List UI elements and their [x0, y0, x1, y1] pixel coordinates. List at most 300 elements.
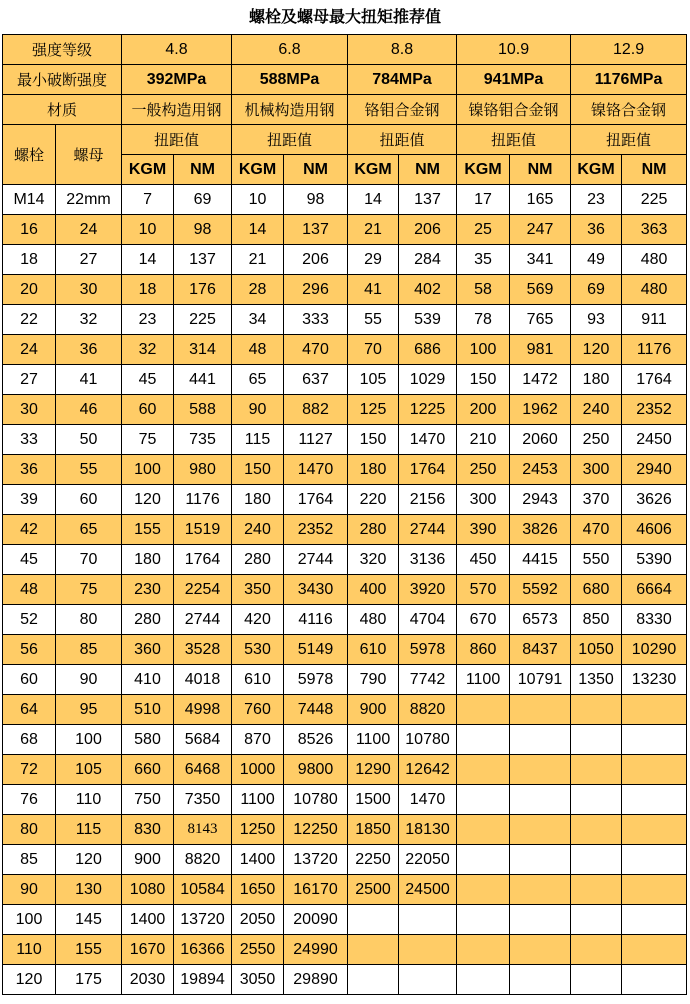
- table-cell: 2050: [232, 905, 284, 935]
- table-cell: [571, 725, 622, 755]
- table-cell: 105: [56, 755, 122, 785]
- material-label: 材质: [3, 95, 122, 125]
- table-cell: 30: [3, 395, 56, 425]
- table-cell: 580: [122, 725, 174, 755]
- table-cell: 588: [174, 395, 232, 425]
- table-cell: 10: [122, 215, 174, 245]
- table-cell: 341: [510, 245, 571, 275]
- table-cell: 5978: [284, 665, 348, 695]
- table-cell: 55: [56, 455, 122, 485]
- table-cell: 36: [3, 455, 56, 485]
- torque-label: 扭距值: [571, 125, 687, 155]
- table-cell: 90: [232, 395, 284, 425]
- table-cell: 6468: [174, 755, 232, 785]
- table-cell: 240: [232, 515, 284, 545]
- table-cell: 1850: [348, 815, 399, 845]
- table-cell: 220: [348, 485, 399, 515]
- table-cell: 137: [284, 215, 348, 245]
- table-cell: 2940: [622, 455, 687, 485]
- table-cell: 18: [122, 275, 174, 305]
- table-cell: 4704: [399, 605, 457, 635]
- table-cell: 98: [284, 185, 348, 215]
- table-cell: 900: [122, 845, 174, 875]
- table-row: [3, 635, 687, 665]
- table-cell: 100: [457, 335, 510, 365]
- table-cell: 1670: [122, 935, 174, 965]
- table-cell: 120: [122, 485, 174, 515]
- table-cell: 441: [174, 365, 232, 395]
- table-cell: [510, 905, 571, 935]
- unit-nm: NM: [399, 155, 457, 185]
- table-cell: 570: [457, 575, 510, 605]
- table-cell: 10290: [622, 635, 687, 665]
- table-cell: 80: [3, 815, 56, 845]
- table-cell: 75: [56, 575, 122, 605]
- table-cell: 10791: [510, 665, 571, 695]
- table-cell: 2450: [622, 425, 687, 455]
- table-cell: 8526: [284, 725, 348, 755]
- table-cell: 1176: [174, 485, 232, 515]
- table-cell: 72: [3, 755, 56, 785]
- table-cell: 42: [3, 515, 56, 545]
- table-cell: 870: [232, 725, 284, 755]
- table-cell: [457, 935, 510, 965]
- strength-cell: 588MPa: [232, 65, 348, 95]
- table-cell: 2352: [622, 395, 687, 425]
- table-cell: 10780: [399, 725, 457, 755]
- table-cell: 911: [622, 305, 687, 335]
- table-cell: 16: [3, 215, 56, 245]
- table-cell: 550: [571, 545, 622, 575]
- table-cell: 3528: [174, 635, 232, 665]
- table-cell: 85: [56, 635, 122, 665]
- table-cell: 21: [348, 215, 399, 245]
- table-cell: [510, 695, 571, 725]
- table-cell: [457, 845, 510, 875]
- table-row: [3, 935, 687, 965]
- table-cell: 14: [122, 245, 174, 275]
- table-cell: [622, 935, 687, 965]
- table-cell: 145: [56, 905, 122, 935]
- table-cell: 21: [232, 245, 284, 275]
- table-row: [3, 605, 687, 635]
- table-cell: 400: [348, 575, 399, 605]
- strength-label: 最小破断强度: [3, 65, 122, 95]
- table-cell: [622, 815, 687, 845]
- table-cell: 93: [571, 305, 622, 335]
- table-cell: 230: [122, 575, 174, 605]
- grade-cell: 12.9: [571, 35, 687, 65]
- material-cell: 镍铬钼合金钢: [457, 95, 571, 125]
- table-cell: 247: [510, 215, 571, 245]
- table-cell: 7448: [284, 695, 348, 725]
- table-cell: 2744: [284, 545, 348, 575]
- table-cell: 49: [571, 245, 622, 275]
- table-cell: M14: [3, 185, 56, 215]
- table-cell: 36: [571, 215, 622, 245]
- table-cell: 2156: [399, 485, 457, 515]
- table-cell: 390: [457, 515, 510, 545]
- table-cell: [571, 875, 622, 905]
- table-cell: 981: [510, 335, 571, 365]
- table-cell: [622, 905, 687, 935]
- table-cell: 1100: [232, 785, 284, 815]
- unit-kgm: KGM: [571, 155, 622, 185]
- table-row: [3, 725, 687, 755]
- table-cell: 2060: [510, 425, 571, 455]
- table-row: [3, 515, 687, 545]
- unit-kgm: KGM: [232, 155, 284, 185]
- table-cell: 1250: [232, 815, 284, 845]
- table-cell: 20090: [284, 905, 348, 935]
- table-cell: 1519: [174, 515, 232, 545]
- table-cell: 670: [457, 605, 510, 635]
- table-cell: [457, 905, 510, 935]
- table-cell: 155: [56, 935, 122, 965]
- table-cell: [348, 965, 399, 995]
- bolt-label: 螺栓: [3, 125, 56, 185]
- table-row: [3, 305, 687, 335]
- table-cell: 1764: [284, 485, 348, 515]
- table-cell: 45: [3, 545, 56, 575]
- table-cell: 110: [56, 785, 122, 815]
- table-cell: 1100: [348, 725, 399, 755]
- table-cell: 7: [122, 185, 174, 215]
- table-cell: 610: [348, 635, 399, 665]
- table-cell: 3920: [399, 575, 457, 605]
- nut-label: 螺母: [56, 125, 122, 185]
- table-cell: 180: [232, 485, 284, 515]
- table-cell: 27: [56, 245, 122, 275]
- table-cell: 2744: [399, 515, 457, 545]
- table-cell: 2744: [174, 605, 232, 635]
- table-cell: 790: [348, 665, 399, 695]
- table-cell: 1764: [399, 455, 457, 485]
- table-cell: 69: [174, 185, 232, 215]
- table-row: [3, 365, 687, 395]
- table-cell: 45: [122, 365, 174, 395]
- table-cell: 34: [232, 305, 284, 335]
- table-cell: 210: [457, 425, 510, 455]
- table-cell: 420: [232, 605, 284, 635]
- table-cell: 2943: [510, 485, 571, 515]
- table-cell: [457, 815, 510, 845]
- grade-cell: 10.9: [457, 35, 571, 65]
- table-cell: [622, 845, 687, 875]
- table-cell: 32: [122, 335, 174, 365]
- table-cell: 510: [122, 695, 174, 725]
- table-cell: 296: [284, 275, 348, 305]
- table-cell: 4116: [284, 605, 348, 635]
- table-cell: 50: [56, 425, 122, 455]
- table-cell: 41: [56, 365, 122, 395]
- grade-row: [3, 35, 687, 65]
- table-cell: 52: [3, 605, 56, 635]
- table-cell: 1100: [457, 665, 510, 695]
- table-cell: 280: [232, 545, 284, 575]
- table-cell: 8820: [399, 695, 457, 725]
- table-cell: [510, 755, 571, 785]
- table-row: [3, 815, 687, 845]
- table-row: [3, 425, 687, 455]
- table-cell: [457, 755, 510, 785]
- table-cell: 137: [399, 185, 457, 215]
- table-cell: 1962: [510, 395, 571, 425]
- table-cell: 280: [348, 515, 399, 545]
- table-cell: 110: [3, 935, 56, 965]
- table-cell: 176: [174, 275, 232, 305]
- table-cell: [622, 785, 687, 815]
- table-cell: 1350: [571, 665, 622, 695]
- table-cell: 2352: [284, 515, 348, 545]
- table-cell: 3430: [284, 575, 348, 605]
- unit-nm: NM: [174, 155, 232, 185]
- table-cell: 155: [122, 515, 174, 545]
- table-cell: [571, 905, 622, 935]
- table-cell: 610: [232, 665, 284, 695]
- table-cell: [457, 875, 510, 905]
- table-cell: 250: [571, 425, 622, 455]
- table-cell: 850: [571, 605, 622, 635]
- table-cell: 5592: [510, 575, 571, 605]
- table-cell: 10: [232, 185, 284, 215]
- table-cell: 24990: [284, 935, 348, 965]
- table-cell: 64: [3, 695, 56, 725]
- table-cell: 410: [122, 665, 174, 695]
- table-cell: 180: [348, 455, 399, 485]
- table-cell: 75: [122, 425, 174, 455]
- table-cell: 65: [232, 365, 284, 395]
- table-cell: 480: [622, 275, 687, 305]
- table-cell: 16170: [284, 875, 348, 905]
- table-cell: [571, 815, 622, 845]
- table-cell: 13720: [174, 905, 232, 935]
- material-cell: 镍铬合金钢: [571, 95, 687, 125]
- table-cell: [399, 965, 457, 995]
- table-cell: 2254: [174, 575, 232, 605]
- torque-label: 扭距值: [232, 125, 348, 155]
- table-cell: [571, 965, 622, 995]
- table-cell: [510, 815, 571, 845]
- table-cell: 1127: [284, 425, 348, 455]
- table-cell: 19894: [174, 965, 232, 995]
- table-cell: 137: [174, 245, 232, 275]
- table-cell: 760: [232, 695, 284, 725]
- table-cell: 1080: [122, 875, 174, 905]
- table-cell: [510, 875, 571, 905]
- table-cell: 300: [457, 485, 510, 515]
- table-cell: 29890: [284, 965, 348, 995]
- table-row: [3, 665, 687, 695]
- table-cell: 200: [457, 395, 510, 425]
- table-cell: [622, 875, 687, 905]
- table-cell: 69: [571, 275, 622, 305]
- table-cell: 24500: [399, 875, 457, 905]
- table-cell: [571, 695, 622, 725]
- table-cell: 18130: [399, 815, 457, 845]
- material-cell: 铬钼合金钢: [348, 95, 457, 125]
- unit-nm: NM: [510, 155, 571, 185]
- table-cell: 8437: [510, 635, 571, 665]
- table-cell: 90: [56, 665, 122, 695]
- unit-nm: NM: [622, 155, 687, 185]
- table-cell: 35: [457, 245, 510, 275]
- table-cell: 1029: [399, 365, 457, 395]
- table-cell: 13720: [284, 845, 348, 875]
- table-row: [3, 215, 687, 245]
- table-row: [3, 755, 687, 785]
- table-cell: [622, 725, 687, 755]
- table-cell: 4606: [622, 515, 687, 545]
- table-cell: 300: [571, 455, 622, 485]
- table-cell: [571, 755, 622, 785]
- table-cell: [622, 755, 687, 785]
- table-cell: 320: [348, 545, 399, 575]
- table-cell: 2030: [122, 965, 174, 995]
- table-cell: [510, 725, 571, 755]
- table-cell: 58: [457, 275, 510, 305]
- table-cell: 3136: [399, 545, 457, 575]
- table-cell: 1290: [348, 755, 399, 785]
- table-cell: 20: [3, 275, 56, 305]
- table-cell: 450: [457, 545, 510, 575]
- table-cell: 765: [510, 305, 571, 335]
- table-cell: 5684: [174, 725, 232, 755]
- table-cell: 1000: [232, 755, 284, 785]
- table-cell: 12642: [399, 755, 457, 785]
- torque-label: 扭距值: [457, 125, 571, 155]
- table-cell: 80: [56, 605, 122, 635]
- table-cell: 70: [348, 335, 399, 365]
- table-cell: 60: [122, 395, 174, 425]
- table-cell: 4018: [174, 665, 232, 695]
- material-cell: 一般构造用钢: [122, 95, 232, 125]
- table-cell: 1650: [232, 875, 284, 905]
- table-cell: 735: [174, 425, 232, 455]
- table-cell: 637: [284, 365, 348, 395]
- table-cell: [510, 935, 571, 965]
- table-cell: 56: [3, 635, 56, 665]
- table-cell: 100: [56, 725, 122, 755]
- table-cell: 1764: [622, 365, 687, 395]
- table-cell: 1400: [232, 845, 284, 875]
- table-cell: 370: [571, 485, 622, 515]
- table-cell: 9800: [284, 755, 348, 785]
- table-cell: 280: [122, 605, 174, 635]
- table-cell: 120: [56, 845, 122, 875]
- table-cell: 750: [122, 785, 174, 815]
- table-row: [3, 395, 687, 425]
- table-row: [3, 695, 687, 725]
- unit-nm: NM: [284, 155, 348, 185]
- table-cell: 130: [56, 875, 122, 905]
- table-cell: 980: [174, 455, 232, 485]
- table-cell: 6664: [622, 575, 687, 605]
- table-cell: 5390: [622, 545, 687, 575]
- table-cell: 48: [232, 335, 284, 365]
- table-cell: [457, 785, 510, 815]
- grade-cell: 6.8: [232, 35, 348, 65]
- table-cell: 6573: [510, 605, 571, 635]
- table-cell: 115: [232, 425, 284, 455]
- table-cell: 125: [348, 395, 399, 425]
- table-cell: 180: [122, 545, 174, 575]
- table-row: [3, 905, 687, 935]
- table-cell: [457, 725, 510, 755]
- table-cell: 60: [56, 485, 122, 515]
- table-cell: 1470: [399, 785, 457, 815]
- table-cell: 1470: [284, 455, 348, 485]
- table-row: [3, 335, 687, 365]
- table-cell: 4415: [510, 545, 571, 575]
- table-cell: 830: [122, 815, 174, 845]
- table-cell: 24: [3, 335, 56, 365]
- table-cell: 165: [510, 185, 571, 215]
- table-cell: 882: [284, 395, 348, 425]
- table-cell: 46: [56, 395, 122, 425]
- table-row: [3, 875, 687, 905]
- table-cell: 8820: [174, 845, 232, 875]
- table-cell: 150: [348, 425, 399, 455]
- table-cell: 105: [348, 365, 399, 395]
- table-cell: 98: [174, 215, 232, 245]
- table-cell: 569: [510, 275, 571, 305]
- table-cell: 22mm: [56, 185, 122, 215]
- table-cell: 363: [622, 215, 687, 245]
- torque-label: 扭距值: [348, 125, 457, 155]
- table-cell: 206: [399, 215, 457, 245]
- table-cell: 14: [348, 185, 399, 215]
- table-cell: 18: [3, 245, 56, 275]
- page-title: 螺栓及螺母最大扭矩推荐值: [248, 7, 441, 26]
- table-cell: 115: [56, 815, 122, 845]
- table-cell: 284: [399, 245, 457, 275]
- grade-label: 强度等级: [3, 35, 122, 65]
- table-cell: [622, 695, 687, 725]
- table-cell: 32: [56, 305, 122, 335]
- table-cell: 65: [56, 515, 122, 545]
- table-cell: 22: [3, 305, 56, 335]
- table-cell: [399, 905, 457, 935]
- table-cell: 70: [56, 545, 122, 575]
- table-cell: 17: [457, 185, 510, 215]
- table-cell: 25: [457, 215, 510, 245]
- table-cell: 470: [571, 515, 622, 545]
- table-cell: 29: [348, 245, 399, 275]
- table-cell: 78: [457, 305, 510, 335]
- table-cell: 39: [3, 485, 56, 515]
- strength-row: [3, 65, 687, 95]
- table-cell: 24: [56, 215, 122, 245]
- table-cell: 13230: [622, 665, 687, 695]
- material-cell: 机械构造用钢: [232, 95, 348, 125]
- table-cell: 350: [232, 575, 284, 605]
- table-cell: 480: [348, 605, 399, 635]
- table-row: [3, 575, 687, 605]
- table-row: [3, 845, 687, 875]
- table-cell: [571, 935, 622, 965]
- table-cell: 206: [284, 245, 348, 275]
- table-cell: 530: [232, 635, 284, 665]
- table-cell: 5149: [284, 635, 348, 665]
- strength-cell: 784MPa: [348, 65, 457, 95]
- table-row: [3, 965, 687, 995]
- table-cell: 12250: [284, 815, 348, 845]
- table-cell: 33: [3, 425, 56, 455]
- strength-cell: 392MPa: [122, 65, 232, 95]
- strength-cell: 1176MPa: [571, 65, 687, 95]
- torque-label-row: [3, 125, 687, 155]
